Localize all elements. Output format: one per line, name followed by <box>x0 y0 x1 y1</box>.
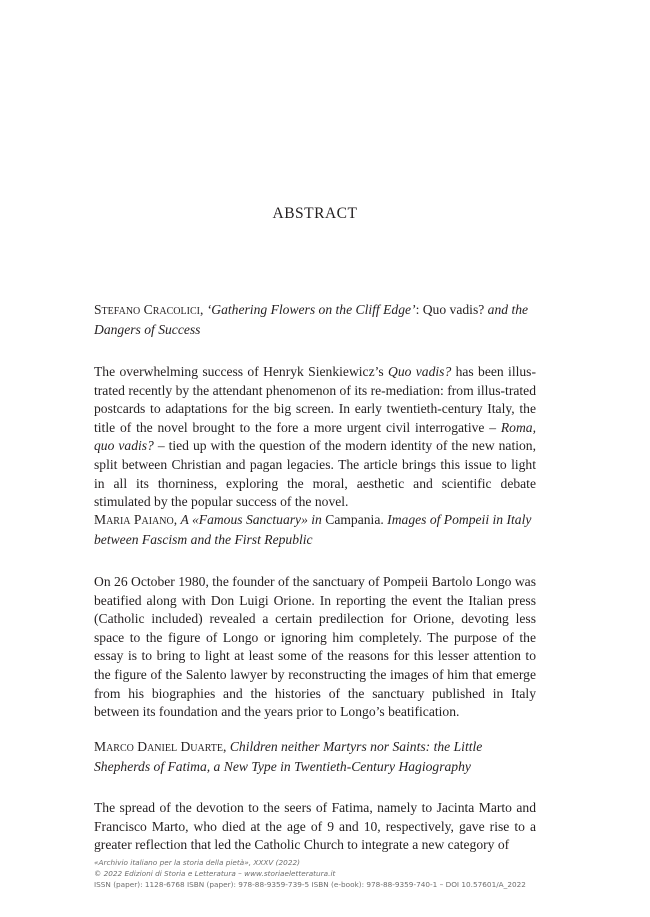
entry-abstract: On 26 October 1980, the founder of the sanctuary of Pompeii Bartolo Longo was beatified along with Don Luigi Orione. In reporting the event the Italian press (Catholic included) revealed a certain predilection for Orione, devoting less space to the figure of Longo or ignoring him completely. The purpose of the essay is to bring to light at least some of the reasons for this lesser attention to the figure of the Salento lawyer by reconstructing the images of him that emerge from his biographies and the histories of the sanctuary published in Italy between its foundation and the years prior to Longo’s beatification. <box>94 574 536 720</box>
entry-title-text: Images of Pompeii in Italy between Fascism and the First Republic <box>94 512 532 547</box>
entry-title <box>94 737 536 777</box>
entry-title-text: Children neither Martyrs nor Saints: the Little Shepherds of Fatima, a New Type in Twentieth-Century Hagiography <box>94 739 483 774</box>
abstract-text: Quo vadis? <box>388 364 452 379</box>
footer-journal: «Archivio italiano per la storia della pietà», XXXV (2022) <box>94 858 300 867</box>
abstract-entry <box>94 737 536 855</box>
footer-copyright: © 2022 Edizioni di Storia e Letteratura – www.storiaeletteratura.it <box>94 869 336 878</box>
entry-author: Marco Daniel Duarte, <box>94 739 227 754</box>
entry-title-text: A «Famous Sanctuary» in <box>180 512 322 527</box>
abstract-entry <box>94 300 536 512</box>
entry-author: Maria Paiano, <box>94 512 178 527</box>
entry-author: Stefano Cracolici, <box>94 302 204 317</box>
abstract-text: The overwhelming success of Henryk Sienkiewicz’s <box>94 364 389 379</box>
abstract-text: has been illus-trated recently by the attendant phenomenon of its re-mediation: from illus-trated postcards to adaptations for the big screen. In early twentieth-century Italy, the title of the novel brought to the fore a more urgent civil interrogative – <box>94 364 536 435</box>
entry-title-text: and the Dangers of Success <box>94 302 529 337</box>
abstract-text: Roma, quo vadis? <box>94 419 536 454</box>
entry-abstract: The spread of the devotion to the seers of Fatima, namely to Jacinta Marto and Francisco Marto, who died at the age of 9 and 10, respectively, gave rise to a greater reflection that led the Catholic Church to integrate a new category of <box>94 800 536 853</box>
entry-title-text: : Quo vadis? <box>415 302 485 317</box>
abstract-entry <box>94 510 536 722</box>
page-footer <box>94 857 564 890</box>
entry-title <box>94 300 536 340</box>
page-heading: ABSTRACT <box>272 205 358 222</box>
abstract-text: – tied up with the question of the modern identity of the new nation, split between Christian and pagan legacies. The article brings this issue to light in all its thorniness, exploring the moral, aesthetic and scientific debate stimulated by the popular success of the novel. <box>94 438 536 510</box>
footer-identifiers: ISSN (paper): 1128-6768 ISBN (paper): 978-88-9359-739-5 ISBN (e-book): 978-88-9359-740-1 – DOI 10.57601/A_2022 <box>94 880 526 889</box>
entry-title-text: Campania. <box>321 512 388 527</box>
entry-abstract <box>94 363 536 512</box>
entry-title-text: ‘Gathering Flowers on the Cliff Edge’ <box>206 302 416 317</box>
entry-title <box>94 510 536 550</box>
